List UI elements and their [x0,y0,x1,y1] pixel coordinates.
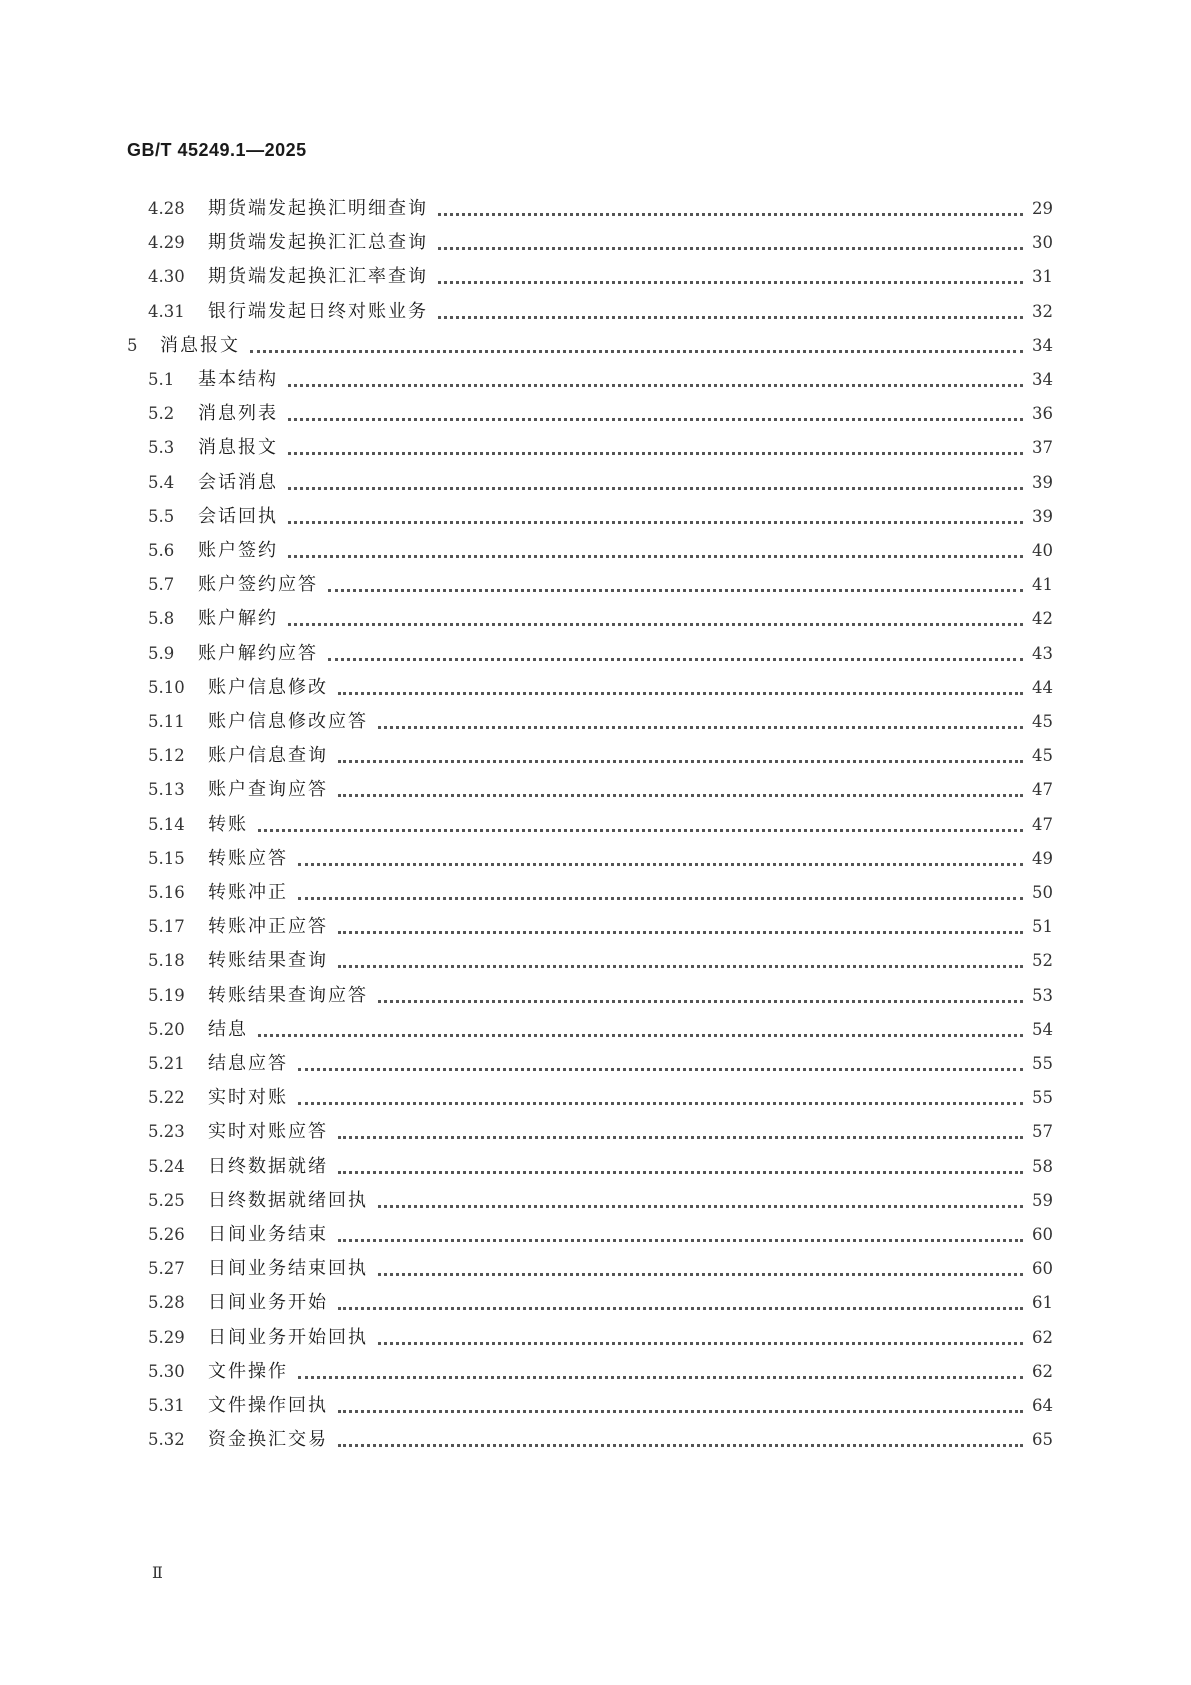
toc-leader-dots [258,1034,1023,1037]
toc-leader-dots [288,418,1023,421]
toc-entry-title: 结息 [208,1018,248,1040]
toc-entry[interactable] [0,191,1191,228]
toc-entry[interactable] [0,1149,1191,1186]
toc-leader-dots [298,1376,1023,1379]
toc-entry-page: 31 [1032,267,1053,287]
toc-entry-page: 34 [1032,335,1053,355]
toc-entry[interactable] [0,738,1191,775]
toc-entry-title: 日间业务开始 [208,1292,328,1314]
toc-leader-dots [258,829,1023,832]
toc-entry[interactable] [0,943,1191,980]
toc-entry[interactable] [0,225,1191,262]
toc-entry[interactable] [0,1183,1191,1220]
toc-entry-page: 32 [1032,301,1053,321]
toc-entry-page: 43 [1032,643,1053,663]
toc-entry-number: 5.29 [148,1327,185,1347]
toc-entry-page: 34 [1032,370,1053,389]
toc-entry-number: 5.13 [148,780,185,800]
toc-entry-number: 5.5 [148,506,175,526]
toc-entry[interactable] [0,1114,1191,1151]
toc-entry-page: 37 [1032,438,1053,458]
toc-entry[interactable] [0,362,1191,399]
toc-entry-page: 42 [1032,609,1053,629]
toc-entry[interactable] [0,1217,1191,1254]
toc-entry-title: 期货端发起换汇汇率查询 [208,266,428,288]
toc-entry[interactable] [0,841,1191,878]
toc-entry-page: 44 [1032,677,1053,697]
toc-entry-number: 5.25 [148,1190,185,1210]
toc-entry-page: 58 [1032,1156,1053,1176]
toc-entry-title: 会话回执 [198,505,278,527]
toc-leader-dots [338,1307,1023,1310]
toc-entry-title: 日终数据就绪回执 [208,1189,368,1211]
toc-leader-dots [338,1444,1023,1447]
toc-entry-page: 64 [1032,1396,1053,1415]
toc-entry-title: 账户查询应答 [208,779,328,801]
toc-entry-page: 30 [1032,233,1053,253]
toc-entry-number: 5.22 [148,1088,185,1108]
toc-leader-dots [298,1068,1023,1071]
toc-entry-number: 5.20 [148,1019,185,1039]
toc-entry-page: 59 [1032,1190,1053,1210]
toc-entry-title: 日终数据就绪 [208,1155,328,1177]
toc-leader-dots [328,658,1023,661]
toc-entry[interactable] [0,1285,1191,1322]
toc-entry-title: 日间业务开始回执 [208,1326,368,1348]
toc-entry-title: 账户解约应答 [198,642,318,664]
toc-entry-title: 账户信息修改应答 [208,711,368,732]
toc-entry-number: 5.27 [148,1259,185,1279]
toc-entry-number: 5.32 [148,1430,185,1450]
toc-entry[interactable] [0,772,1191,809]
toc-entry[interactable] [0,601,1191,638]
toc-entry-number: 5.6 [148,541,175,560]
toc-leader-dots [438,247,1023,250]
toc-entry-page: 51 [1032,917,1053,937]
toc-leader-dots [338,1136,1023,1139]
toc-entry[interactable] [0,670,1191,707]
toc-entry[interactable] [0,636,1191,673]
toc-entry-number: 5.4 [148,472,175,492]
toc-entry-title: 转账冲正应答 [208,916,328,938]
toc-entry-page: 47 [1032,780,1053,800]
toc-entry-title: 银行端发起日终对账业务 [208,300,428,322]
toc-entry-title: 资金换汇交易 [208,1429,328,1451]
toc-entry-number: 5.19 [148,985,185,1005]
toc-leader-dots [438,213,1023,216]
toc-entry[interactable] [0,396,1191,433]
toc-entry-number: 5.16 [148,883,185,902]
toc-entry[interactable] [0,1388,1191,1425]
toc-entry-title: 转账结果查询 [208,950,328,972]
toc-entry[interactable] [0,1080,1191,1117]
toc-entry-title: 账户信息修改 [208,676,328,698]
toc-entry[interactable] [0,1354,1191,1391]
toc-leader-dots [250,350,1023,353]
toc-entry-title: 日间业务结束回执 [208,1258,368,1280]
toc-entry[interactable] [0,567,1191,604]
toc-entry-number: 5.9 [148,643,175,663]
toc-entry-page: 39 [1032,472,1053,492]
toc-leader-dots [338,1171,1023,1174]
toc-entry-title: 消息报文 [198,437,278,459]
toc-entry-title: 转账结果查询应答 [208,984,368,1006]
toc-entry-number: 5.8 [148,609,175,629]
toc-entry-number: 4.30 [148,267,185,287]
toc-entry-title: 账户签约 [198,540,278,561]
toc-entry-page: 62 [1032,1327,1053,1347]
toc-entry-page: 60 [1032,1259,1053,1279]
toc-entry-page: 60 [1032,1225,1053,1244]
toc-entry-number: 5.14 [148,814,185,834]
toc-entry-page: 41 [1032,575,1053,595]
toc-leader-dots [288,555,1023,558]
toc-entry-title: 转账 [208,813,248,835]
toc-entry-title: 账户信息查询 [208,745,328,767]
toc-entry-page: 53 [1032,985,1053,1005]
toc-entry-page: 47 [1032,814,1053,834]
toc-leader-dots [288,623,1023,626]
toc-leader-dots [378,1273,1023,1276]
toc-entry-number: 5.11 [148,712,185,731]
toc-entry[interactable] [0,1046,1191,1083]
toc-entry[interactable] [0,1320,1191,1357]
toc-leader-dots [328,589,1023,592]
toc-entry[interactable] [0,430,1191,467]
toc-leader-dots [338,1410,1023,1413]
toc-leader-dots [288,384,1023,387]
toc-entry-title: 实时对账 [208,1087,288,1109]
toc-leader-dots [378,1000,1023,1003]
toc-leader-dots [378,726,1023,729]
toc-entry-title: 账户签约应答 [198,574,318,596]
toc-leader-dots [298,1102,1023,1105]
toc-entry-number: 5.15 [148,848,185,868]
toc-entry-page: 29 [1032,199,1053,218]
toc-entry-title: 期货端发起换汇汇总查询 [208,232,428,254]
toc-entry[interactable] [0,704,1191,741]
toc-entry[interactable] [0,909,1191,946]
toc-entry-number: 5.2 [148,404,175,424]
toc-entry-number: 5.18 [148,951,185,971]
toc-leader-dots [338,794,1023,797]
toc-leader-dots [438,281,1023,284]
toc-entry-number: 5.26 [148,1225,185,1244]
toc-leader-dots [378,1205,1023,1208]
toc-entry[interactable] [0,465,1191,502]
toc-leader-dots [338,965,1023,968]
toc-entry-number: 4.29 [148,233,185,253]
toc-entry-title: 消息报文 [160,334,240,356]
toc-entry[interactable] [0,259,1191,296]
toc-leader-dots [338,692,1023,695]
toc-entry-number: 5.12 [148,746,185,766]
toc-entry-title: 文件操作回执 [208,1395,328,1416]
toc-entry[interactable] [0,978,1191,1015]
toc-entry-page: 55 [1032,1088,1053,1108]
toc-entry[interactable] [0,1012,1191,1049]
toc-leader-dots [298,863,1023,866]
toc-entry-number: 5.31 [148,1396,185,1415]
toc-entry[interactable] [0,499,1191,536]
toc-entry-page: 49 [1032,848,1053,868]
standard-code-header: GB/T 45249.1—2025 [127,140,307,160]
toc-entry-number: 5.17 [148,917,185,937]
toc-entry-number: 5.28 [148,1293,185,1313]
toc-entry-page: 36 [1032,404,1053,424]
toc-entry[interactable] [0,1422,1191,1459]
toc-leader-dots [338,1239,1023,1242]
toc-leader-dots [378,1342,1023,1345]
toc-entry-title: 账户解约 [198,608,278,630]
toc-entry-number: 5 [127,335,138,355]
toc-leader-dots [338,760,1023,763]
toc-entry-title: 期货端发起换汇明细查询 [208,198,428,219]
toc-entry-page: 62 [1032,1361,1053,1381]
toc-entry[interactable] [0,294,1191,331]
toc-entry-page: 52 [1032,951,1053,971]
toc-leader-dots [298,897,1023,900]
toc-entry-page: 55 [1032,1054,1053,1073]
toc-entry-title: 实时对账应答 [208,1121,328,1143]
toc-entry-page: 50 [1032,883,1053,902]
toc-entry-number: 5.21 [148,1054,185,1073]
toc-entry-page: 57 [1032,1122,1053,1142]
toc-leader-dots [438,316,1023,319]
toc-leader-dots [338,931,1023,934]
toc-entry-number: 5.23 [148,1122,185,1142]
toc-entry[interactable] [0,807,1191,844]
toc-entry-page: 61 [1032,1293,1053,1313]
toc-entry-page: 45 [1032,746,1053,766]
toc-entry-number: 5.7 [148,575,175,595]
toc-entry-number: 5.24 [148,1156,185,1176]
toc-entry-number: 5.10 [148,677,185,697]
toc-entry-page: 54 [1032,1019,1053,1039]
toc-entry-page: 45 [1032,712,1053,731]
toc-entry-title: 消息列表 [198,403,278,425]
toc-entry-number: 4.28 [148,199,185,218]
toc-entry-title: 基本结构 [198,369,278,390]
toc-entry-number: 5.3 [148,438,175,458]
toc-entry-title: 结息应答 [208,1053,288,1074]
toc-entry-title: 日间业务结束 [208,1224,328,1245]
page-number: Ⅱ [152,1563,163,1582]
toc-entry-title: 会话消息 [198,471,278,493]
toc-entry[interactable] [0,533,1191,570]
toc-entry[interactable] [0,328,1191,365]
toc-entry-number: 5.30 [148,1361,185,1381]
toc-entry-title: 文件操作 [208,1360,288,1382]
toc-entry-number: 5.1 [148,370,175,389]
toc-entry-title: 转账应答 [208,847,288,869]
toc-leader-dots [288,521,1023,524]
toc-entry[interactable] [0,1251,1191,1288]
toc-leader-dots [288,452,1023,455]
toc-entry-page: 65 [1032,1430,1053,1450]
toc-entry-title: 转账冲正 [208,882,288,903]
toc-entry-page: 39 [1032,506,1053,526]
toc-leader-dots [288,487,1023,490]
toc-entry-number: 4.31 [148,301,185,321]
toc-entry-page: 40 [1032,541,1053,560]
toc-entry[interactable] [0,875,1191,912]
